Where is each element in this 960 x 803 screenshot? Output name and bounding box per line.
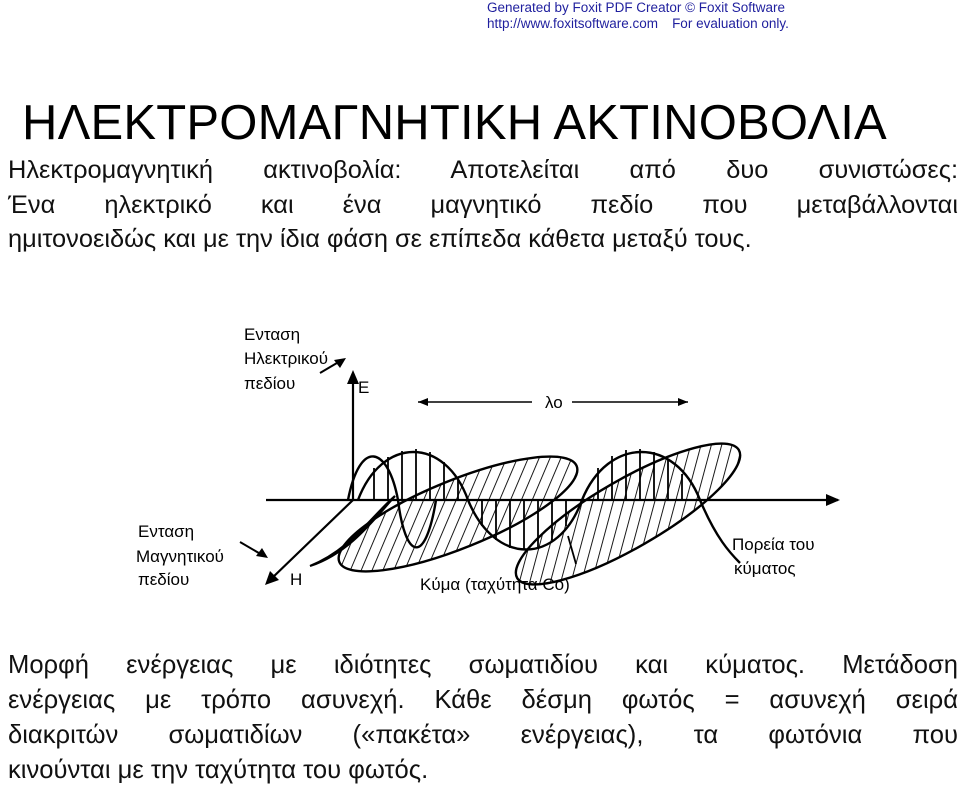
e-field-label-line-2: Ηλεκτρικού [244,349,329,368]
h-axis-symbol: H [290,570,303,589]
direction-label-line-1: Πορεία του [732,535,815,554]
m-field-label-line-1: Ενταση [138,522,195,541]
watermark-line-2 [487,16,957,32]
outro-line-4: κινούνται με την ταχύτητα του φωτός. [8,756,429,784]
m-field-label-line-2: Μαγνητικού [136,547,224,566]
h-axis [265,500,353,585]
watermark-note: For evaluation only. [672,16,789,31]
outro-line-2: ενέργειας με τρόπο ασυνεχή. Κάθε δέσμη φωτός = ασυνεχή σειρά [8,686,958,714]
direction-label-line-2: κύματος [734,559,796,578]
m-field-label-line-3: πεδίου [138,570,190,589]
e-axis-symbol: E [358,378,370,397]
watermark-url: http://www.foxitsoftware.com [487,16,659,31]
intro-line-2: Ένα ηλεκτρικό και ένα μαγνητικό πεδίο που μεταβάλλονται [8,190,958,219]
page-title: ΗΛΕΚΤΡΟΜΑΓΝΗΤΙΚΗ ΑΚΤΙΝΟΒΟΛΙΑ [22,95,887,150]
e-field-label-line-1: Ενταση [244,325,301,344]
intro-paragraph [8,153,958,257]
e-field-label-line-3: πεδίου [244,374,296,393]
pdf-creator-watermark [487,0,957,32]
outro-line-1: Μορφή ενέργειας με ιδιότητες σωματιδίου και κύματος. Μετάδοση [8,651,958,679]
wavelength-symbol: λο [545,393,563,412]
wave-caption: Κύμα (ταχύτητα Co) [420,575,570,594]
intro-line-3: ημιτονοειδώς και με την ίδια φάση σε επίπεδα κάθετα μεταξύ τους. [8,225,752,253]
propagation-arrowhead [826,494,840,506]
outro-line-3: διακριτών σωματιδίων («πακέτα» ενέργειας), τα φωτόνια που [8,721,958,749]
intro-line-1: Ηλεκτρομαγνητική ακτινοβολία: Αποτελείται από δυο συνιστώσες: [8,156,958,184]
outro-paragraph [8,648,958,788]
em-wave-diagram [120,318,840,610]
watermark-line: Generated by Foxit PDF Creator © Foxit Software [487,0,786,15]
